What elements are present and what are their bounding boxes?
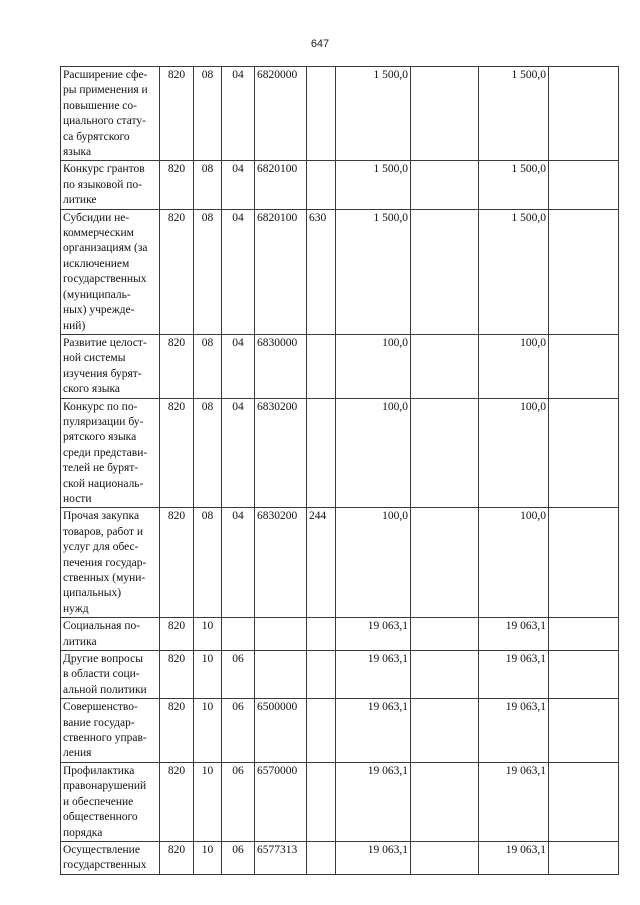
row-name-line: ний) [63,319,86,332]
column-9 [549,209,619,334]
column-7 [411,209,479,334]
column-9 [549,334,619,398]
row-name-line: государственных [63,273,147,286]
section-code: 10 [194,762,222,841]
section-code: 10 [194,651,222,699]
row-name-line: повышение со- [63,99,137,112]
row-name-line: пуляризации бу- [63,415,144,428]
ved-code: 820 [160,699,194,763]
amount-1: 19 063,1 [336,618,411,651]
column-9 [549,67,619,161]
section-code: 10 [194,841,222,874]
table-row [61,841,619,874]
amount-1: 19 063,1 [336,699,411,763]
target-article-code: 6500000 [255,699,307,763]
row-name-line: исключением [63,257,130,270]
target-article-code: 6830200 [255,398,307,508]
row-name-line: Конкурс грантов [63,163,145,176]
column-9 [549,841,619,874]
amount-2: 1 500,0 [479,209,549,334]
row-name-line: ципальных) [63,587,122,600]
table-row [61,699,619,763]
row-name-line: Расширение сфе- [63,69,148,81]
row-name-line: Субсидии не- [63,211,130,224]
amount-2: 100,0 [479,334,549,398]
column-7 [411,841,479,874]
row-name-line: Развитие целост- [63,336,147,349]
column-9 [549,699,619,763]
target-article-code: 6570000 [255,762,307,841]
column-9 [549,651,619,699]
row-name-line: ления [63,747,92,760]
row-name-line: ственных (муни- [63,572,146,584]
row-name-line: и обеспечение [63,795,134,808]
row-name-line: услуг для обес- [63,541,139,554]
table-row [61,398,619,508]
section-code: 08 [194,209,222,334]
amount-1: 19 063,1 [336,762,411,841]
row-name-line: государственных [63,859,147,872]
row-name [61,762,160,841]
row-name-line: ской националь- [63,477,144,490]
row-name-line: Профилактика [63,764,135,777]
ved-code: 820 [160,618,194,651]
row-name-line: рятского языка [63,431,137,444]
subsection-code: 06 [222,762,255,841]
expense-type-code [307,161,336,209]
section-code: 10 [194,618,222,651]
row-name-line: правонарушений [63,780,147,793]
amount-1: 1 500,0 [336,161,411,209]
table-row [61,762,619,841]
section-code: 08 [194,508,222,618]
target-article-code: 6820100 [255,161,307,209]
page-number: 647 [310,38,330,50]
row-name-line: товаров, работ и [63,525,144,538]
row-name-line: ского языка [63,383,120,396]
row-name [61,651,160,699]
row-name [61,334,160,398]
row-name-line: литике [63,194,97,207]
section-code: 08 [194,161,222,209]
column-7 [411,699,479,763]
amount-2: 1 500,0 [479,161,549,209]
row-name-line: в области соци- [63,668,140,681]
row-name-line: литика [63,635,97,648]
expense-type-code [307,398,336,508]
row-name-line: общественного [63,811,138,824]
row-name [61,398,160,508]
row-name-line: Осуществление [63,843,140,856]
target-article-code: 6830200 [255,508,307,618]
row-name-line: Прочая закупка [63,510,140,523]
amount-1: 1 500,0 [336,209,411,334]
target-article-code: 6820100 [255,209,307,334]
row-name-line: организациям (за [63,242,148,255]
ved-code: 820 [160,161,194,209]
amount-2: 19 063,1 [479,618,549,651]
row-name [61,841,160,874]
column-9 [549,762,619,841]
expense-type-code [307,618,336,651]
expense-type-code [307,67,336,161]
column-7 [411,651,479,699]
row-name-line: ственного управ- [63,732,147,745]
amount-2: 100,0 [479,508,549,618]
ved-code: 820 [160,651,194,699]
row-name-line: ной системы [63,352,126,365]
table-row [61,618,619,651]
section-code: 08 [194,67,222,161]
row-name-line: изучения бурят- [63,367,142,380]
row-name-line: языка [63,146,92,159]
amount-2: 19 063,1 [479,699,549,763]
ved-code: 820 [160,508,194,618]
amount-1: 100,0 [336,398,411,508]
table-row [61,209,619,334]
target-article-code: 6820000 [255,67,307,161]
amount-2: 19 063,1 [479,841,549,874]
ved-code: 820 [160,398,194,508]
amount-1: 19 063,1 [336,841,411,874]
row-name-line: ных) учрежде- [63,304,135,317]
section-code: 08 [194,398,222,508]
ved-code: 820 [160,67,194,161]
table-row [61,508,619,618]
row-name-line: коммерческим [63,227,134,240]
row-name-line: ры применения и [63,84,148,97]
column-7 [411,398,479,508]
row-name-line: альной политики [63,683,147,696]
ved-code: 820 [160,209,194,334]
section-code: 08 [194,334,222,398]
amount-1: 100,0 [336,508,411,618]
expense-type-code [307,762,336,841]
subsection-code: 06 [222,699,255,763]
row-name-line: среди представи- [63,446,148,459]
column-7 [411,67,479,161]
budget-table [60,66,619,875]
row-name-line: Совершенство- [63,701,138,714]
column-9 [549,398,619,508]
row-name-line: порядка [63,826,103,839]
row-name [61,618,160,651]
subsection-code: 06 [222,841,255,874]
expense-type-code: 244 [307,508,336,618]
row-name [61,508,160,618]
table-row [61,67,619,161]
amount-2: 100,0 [479,398,549,508]
column-7 [411,508,479,618]
amount-1: 1 500,0 [336,67,411,161]
expense-type-code [307,841,336,874]
row-name-line: по языковой по- [63,178,142,191]
row-name [61,161,160,209]
expense-type-code: 630 [307,209,336,334]
row-name [61,67,160,161]
column-7 [411,161,479,209]
target-article-code [255,618,307,651]
table-row [61,161,619,209]
subsection-code: 04 [222,398,255,508]
target-article-code [255,651,307,699]
column-7 [411,618,479,651]
row-name [61,209,160,334]
subsection-code: 04 [222,209,255,334]
amount-2: 19 063,1 [479,762,549,841]
amount-1: 100,0 [336,334,411,398]
row-name [61,699,160,763]
row-name-line: са бурятского [63,130,130,143]
section-code: 10 [194,699,222,763]
subsection-code: 04 [222,161,255,209]
amount-1: 19 063,1 [336,651,411,699]
subsection-code: 06 [222,651,255,699]
row-name-line: телей не бурят- [63,462,139,475]
row-name-line: нужд [63,602,89,615]
row-name-line: печения государ- [63,556,147,569]
row-name-line: (муниципаль- [63,288,131,301]
column-9 [549,161,619,209]
ved-code: 820 [160,334,194,398]
table-row [61,651,619,699]
expense-type-code [307,334,336,398]
column-7 [411,762,479,841]
expense-type-code [307,651,336,699]
target-article-code: 6577313 [255,841,307,874]
table-row [61,334,619,398]
subsection-code: 04 [222,508,255,618]
row-name-line: циального стату- [63,115,146,128]
row-name-line: Социальная по- [63,620,141,633]
row-name-line: ности [63,492,92,505]
subsection-code [222,618,255,651]
row-name-line: Конкурс по по- [63,400,138,413]
row-name-line: вание государ- [63,716,135,729]
expense-type-code [307,699,336,763]
target-article-code: 6830000 [255,334,307,398]
column-9 [549,618,619,651]
subsection-code: 04 [222,67,255,161]
column-9 [549,508,619,618]
amount-2: 19 063,1 [479,651,549,699]
table-body [61,67,619,875]
subsection-code: 04 [222,334,255,398]
ved-code: 820 [160,762,194,841]
amount-2: 1 500,0 [479,67,549,161]
column-7 [411,334,479,398]
row-name-line: Другие вопросы [63,653,143,666]
ved-code: 820 [160,841,194,874]
